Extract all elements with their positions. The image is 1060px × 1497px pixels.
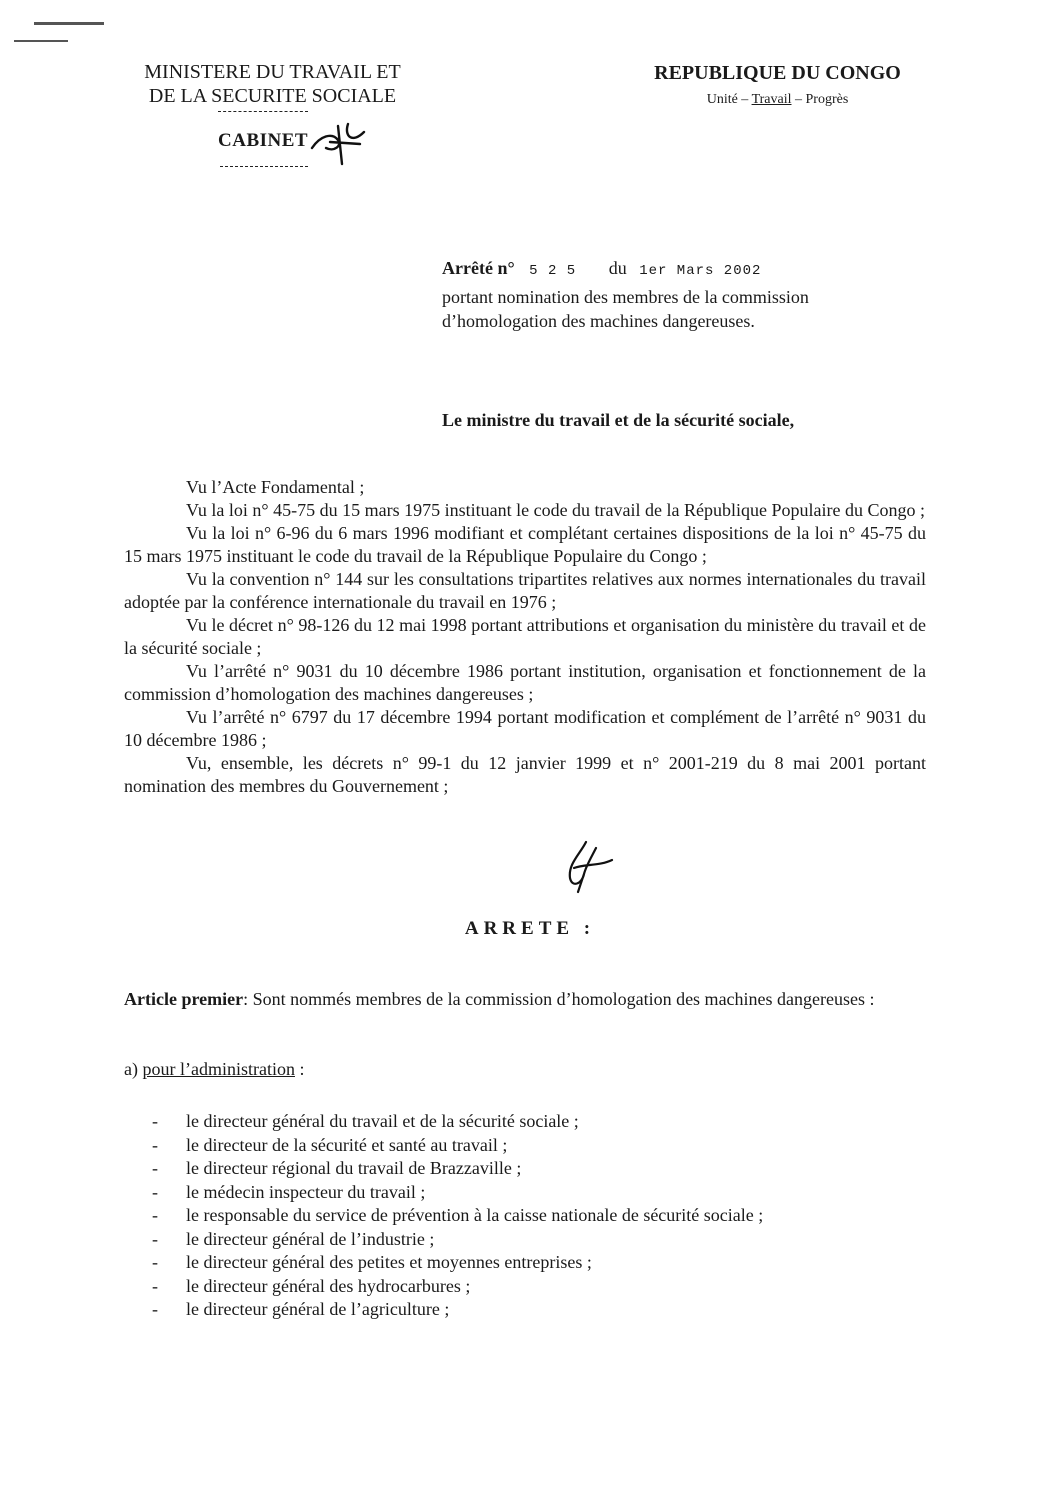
article-premier	[124, 988, 926, 1011]
admin-prefix: a)	[124, 1059, 143, 1079]
member-text: le directeur régional du travail de Brazzaville ;	[186, 1158, 522, 1179]
list-dash: -	[152, 1111, 158, 1132]
decree-number: 5 2 5	[529, 263, 577, 279]
ministry-line-2: DE LA SECURITE SOCIALE	[148, 85, 397, 107]
member-text: le directeur de la sécurité et santé au travail ;	[186, 1134, 508, 1155]
motto-part: Unité –	[706, 92, 752, 107]
member-text: le directeur général des petites et moyennes entreprises ;	[186, 1252, 592, 1273]
list-item	[152, 1228, 912, 1252]
decree-subject-line: d’homologation des machines dangereuses.	[442, 311, 755, 331]
article-label: Article premier	[124, 989, 244, 1009]
visa-paragraph: Vu l’arrêté n° 9031 du 10 décembre 1986 portant institution, organisation et fonctionnement de la commission d’homologation des machines dangereuses ;	[124, 661, 926, 704]
list-item	[152, 1275, 912, 1299]
list-item	[152, 1181, 912, 1205]
admin-suffix: :	[294, 1059, 305, 1079]
members-list	[152, 1110, 912, 1322]
national-motto	[610, 92, 945, 108]
ministry-header	[100, 60, 445, 108]
member-text: le médecin inspecteur du travail ;	[186, 1181, 426, 1202]
list-dash: -	[152, 1228, 158, 1249]
decree-subject-line: portant nomination des membres de la commission	[442, 287, 809, 307]
list-item	[152, 1157, 912, 1181]
cabinet-label: CABINET	[218, 130, 309, 151]
admin-label: pour l’administration	[142, 1059, 295, 1079]
divider	[220, 166, 308, 167]
visa-paragraph: Vu l’Acte Fondamental ;	[186, 477, 365, 497]
administration-heading	[124, 1059, 304, 1080]
visa-paragraph: Vu la loi n° 45-75 du 15 mars 1975 instituant le code du travail de la République Populaire du Congo ;	[186, 500, 925, 520]
decree-title	[442, 258, 761, 279]
motto-part: – Progrès	[791, 92, 849, 107]
scan-mark	[14, 40, 68, 42]
list-item	[152, 1110, 912, 1134]
list-dash: -	[152, 1181, 158, 1202]
member-text: le directeur général de l’industrie ;	[186, 1228, 435, 1249]
article-text: : Sont nommés membres de la commission d’homologation des machines dangereuses :	[243, 989, 875, 1009]
list-dash: -	[152, 1275, 158, 1296]
visas-block	[124, 476, 926, 798]
decree-date: 1er Mars 2002	[639, 263, 762, 279]
visa-paragraph: Vu, ensemble, les décrets n° 99-1 du 12 janvier 1999 et n° 2001-219 du 8 mai 2001 portant nomination des membres du Gouvernement ;	[124, 753, 926, 796]
scan-mark	[34, 22, 104, 25]
divider	[218, 111, 308, 112]
decree-du: du	[608, 258, 627, 278]
decree-subject	[442, 285, 912, 333]
visa-paragraph: Vu la loi n° 6-96 du 6 mars 1996 modifiant et complétant certaines dispositions de la loi n° 45-75 du 15 mars 1975 instituant le code du travail de la République Populaire du Congo ;	[124, 523, 926, 566]
list-item	[152, 1134, 912, 1158]
visa-paragraph: Vu le décret n° 98-126 du 12 mai 1998 portant attributions et organisation du ministère du travail et de la sécurité sociale ;	[124, 615, 926, 658]
list-dash: -	[152, 1252, 158, 1273]
visa-paragraph: Vu la convention n° 144 sur les consultations tripartites relatives aux normes internationales du travail adoptée par la conférence internationale du travail en 1976 ;	[124, 569, 926, 612]
list-item	[152, 1298, 912, 1322]
republic-title: REPUBLIQUE DU CONGO	[654, 62, 901, 84]
decree-label: Arrêté n°	[442, 258, 515, 278]
cabinet-initials-signature	[308, 118, 368, 168]
visa-paragraph: Vu l’arrêté n° 6797 du 17 décembre 1994 portant modification et complément de l’arrêté n° 9031 du 10 décembre 1986 ;	[124, 707, 926, 750]
arrete-heading: ARRETE :	[464, 918, 596, 939]
list-item	[152, 1204, 912, 1228]
minister-line: Le ministre du travail et de la sécurité sociale,	[442, 410, 795, 430]
motto-part: Travail	[751, 92, 792, 107]
list-dash: -	[152, 1158, 158, 1179]
list-dash: -	[152, 1205, 158, 1226]
member-text: le directeur général des hydrocarbures ;	[186, 1275, 471, 1296]
ministry-line-1: MINISTERE DU TRAVAIL ET	[144, 61, 401, 83]
initials-signature	[556, 838, 616, 894]
list-dash: -	[152, 1134, 158, 1155]
list-item	[152, 1251, 912, 1275]
member-text: le responsable du service de prévention à la caisse nationale de sécurité sociale ;	[186, 1205, 764, 1226]
list-dash: -	[152, 1299, 158, 1320]
member-text: le directeur général de l’agriculture ;	[186, 1299, 450, 1320]
member-text: le directeur général du travail et de la sécurité sociale ;	[186, 1111, 579, 1132]
